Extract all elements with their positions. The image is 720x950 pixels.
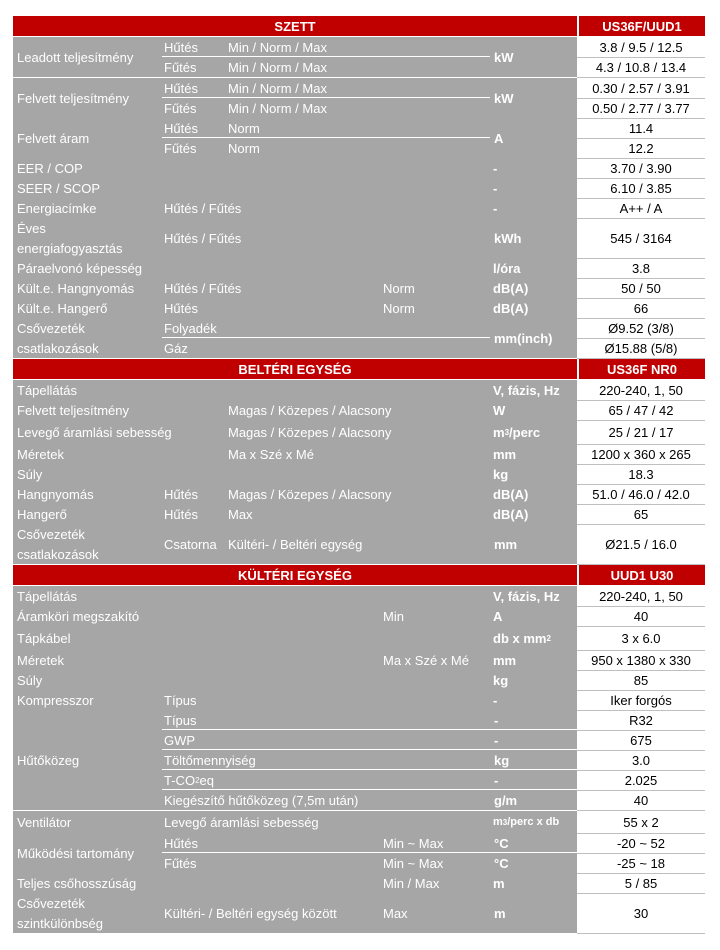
unit: mm (490, 650, 577, 670)
value-gridline (577, 444, 705, 445)
value: R32 (577, 710, 705, 730)
value-gridline (577, 730, 705, 731)
condition: Min ~ Max (383, 855, 444, 871)
unit: - (494, 772, 499, 788)
unit: - (490, 198, 577, 218)
value-gridline (577, 873, 705, 874)
condition: Norm (383, 280, 415, 296)
row-group-mukodesi (13, 833, 577, 873)
unit: kg (490, 464, 577, 484)
row-tapkabel (13, 626, 705, 650)
value: 6.10 / 3.85 (577, 178, 705, 198)
unit: kW (494, 90, 514, 106)
value: Iker forgós (577, 690, 705, 710)
row-label: Felvett áram (17, 130, 90, 146)
condition: Kültéri- / Beltéri egység (228, 536, 363, 552)
section-model: US36F/UUD1 (579, 16, 705, 36)
row-label-line2: szintkülönbség (17, 915, 103, 931)
divider (162, 137, 490, 138)
row-label: Ventilátor (13, 811, 490, 833)
condition: Norm (228, 120, 260, 136)
value: 25 / 21 / 17 (577, 420, 705, 444)
row-tapellatas (13, 586, 705, 606)
unit: kg (490, 670, 577, 690)
unit: mm (490, 444, 577, 464)
value: 5 / 85 (577, 873, 705, 893)
divider (162, 729, 577, 730)
section-header-kulteri (13, 565, 705, 585)
value: 50 / 50 (577, 278, 705, 298)
condition: Ma x Szé x Mé (228, 446, 314, 462)
mode-gaz: Gáz (164, 340, 188, 356)
row-label: SEER / SCOP (13, 178, 490, 198)
value: 0.50 / 2.77 / 3.77 (577, 98, 705, 118)
row-label-line2: csatlakozások (17, 546, 99, 562)
row-label: Tápellátás (13, 380, 490, 400)
divider (162, 852, 577, 853)
mode: GWP (164, 732, 196, 748)
unit: m 3 /perc (490, 420, 577, 444)
value: 11.4 (577, 118, 705, 138)
row-label: Súly (13, 464, 490, 484)
mode: T-CO 2 eq (164, 772, 214, 788)
unit: mm(inch) (494, 330, 553, 346)
row-megszakito (13, 606, 705, 626)
unit: - (490, 158, 577, 178)
value-gridline (577, 77, 705, 78)
row-label: Kült.e. Hangerő (13, 298, 490, 318)
row-hangero (13, 504, 705, 524)
mode-folyadek: Folyadék (164, 320, 217, 336)
value: 65 (577, 504, 705, 524)
condition: Norm (383, 300, 415, 316)
value-gridline (577, 278, 705, 279)
value-gridline (577, 98, 705, 99)
section-model: UUD1 U30 (579, 565, 705, 585)
unit: dB(A) (490, 484, 577, 504)
unit: kWh (494, 230, 522, 246)
mode-hutes: Hűtés (164, 835, 198, 851)
row-label: Méretek (13, 444, 490, 464)
unit: - (494, 732, 499, 748)
divider (162, 56, 490, 57)
value: 2.025 (577, 770, 705, 790)
value-gridline (577, 690, 705, 691)
row-meretek (13, 650, 705, 670)
value: 3 x 6.0 (577, 626, 705, 650)
value-gridline (577, 258, 705, 259)
section-header-szett (13, 16, 705, 36)
value: A++ / A (577, 198, 705, 218)
value: 40 (577, 606, 705, 626)
divider (162, 337, 490, 338)
mode-hutes: Hűtés (164, 120, 198, 136)
row-label: Kült.e. Hangnyomás (13, 278, 490, 298)
unit: dB(A) (490, 278, 577, 298)
row-label: Hangerő (13, 504, 490, 524)
mode-futes: Fűtés (164, 140, 197, 156)
value-gridline (577, 564, 705, 565)
row-label: Felvett teljesítmény (17, 90, 129, 106)
value-gridline (577, 420, 705, 421)
unit: g/m (494, 792, 518, 808)
value: 545 / 3164 (577, 218, 705, 258)
value: 30 (577, 893, 705, 933)
condition: Norm (228, 140, 260, 156)
mode: Kültéri- / Beltéri egység között (164, 905, 337, 921)
row-label-line2: energiafogyasztás (17, 240, 123, 256)
value: 18.3 (577, 464, 705, 484)
value-gridline (577, 650, 705, 651)
value-gridline (577, 158, 705, 159)
row-csohosszusag (13, 873, 705, 893)
value: 66 (577, 298, 705, 318)
value: 85 (577, 670, 705, 690)
divider (162, 789, 577, 790)
row-label: EER / COP (13, 158, 490, 178)
value-gridline (577, 218, 705, 219)
value: 675 (577, 730, 705, 750)
value: 3.70 / 3.90 (577, 158, 705, 178)
row-group-felvett (13, 78, 577, 118)
unit: V, fázis, Hz (490, 586, 577, 606)
row-label: Méretek (13, 650, 490, 670)
condition: Min (383, 608, 404, 624)
unit: m (494, 905, 506, 921)
mode: Hűtés / Fűtés (164, 200, 242, 216)
value: 0.30 / 2.57 / 3.91 (577, 78, 705, 98)
row-eer-cop (13, 158, 705, 178)
row-label-line1: Csővezeték (17, 320, 85, 336)
mode: Kiegészítő hűtőközeg (7,5m után) (164, 792, 359, 808)
condition: Min / Max (383, 875, 440, 891)
mode: Levegő áramlási sebesség (164, 814, 319, 830)
divider (162, 769, 577, 770)
row-kulte-hangero (13, 298, 705, 318)
row-group-csovezetek (13, 318, 577, 358)
row-label: Levegő áramlási sebesség (13, 420, 490, 444)
unit: A (494, 130, 504, 146)
unit: W (490, 400, 577, 420)
value-gridline (577, 810, 705, 811)
value-gridline (577, 138, 705, 139)
mode: Típus (164, 712, 197, 728)
value-gridline (577, 770, 705, 771)
condition: Min ~ Max (383, 835, 444, 851)
value-gridline (577, 750, 705, 751)
mode-futes: Fűtés (164, 100, 197, 116)
value-gridline (577, 118, 705, 119)
value: -20 ~ 52 (577, 833, 705, 853)
condition: Min / Norm / Max (228, 59, 327, 75)
unit: - (490, 178, 577, 198)
row-label-line2: csatlakozások (17, 340, 99, 356)
value: 40 (577, 790, 705, 810)
value-gridline (577, 298, 705, 299)
unit: kW (494, 49, 514, 65)
condition: Magas / Közepes / Alacsony (228, 424, 392, 440)
unit: m (490, 873, 577, 893)
unit: mm (494, 536, 518, 552)
row-label: Felvett teljesítmény (13, 400, 490, 420)
row-eves-energiafogyasztas (13, 218, 577, 258)
mode: Hűtés (164, 300, 198, 316)
value: 51.0 / 46.0 / 42.0 (577, 484, 705, 504)
row-label: Leadott teljesítmény (17, 49, 134, 65)
unit: db x mm 2 (490, 626, 577, 650)
mode-futes: Fűtés (164, 855, 197, 871)
unit: kg (494, 752, 510, 768)
row-felvett-teljesitmeny (13, 400, 705, 420)
condition: Min / Norm / Max (228, 100, 327, 116)
mode: Hűtés (164, 486, 198, 502)
value-gridline (577, 524, 705, 525)
row-label: Tápellátás (13, 586, 490, 606)
unit: l/óra (490, 258, 577, 278)
value-gridline (577, 318, 705, 319)
unit: - (494, 712, 499, 728)
value-gridline (577, 400, 705, 401)
value-gridline (577, 893, 705, 894)
row-suly (13, 464, 705, 484)
row-label-line1: Csővezeték (17, 526, 85, 542)
value: Ø15.88 (5/8) (577, 338, 705, 358)
section-title: SZETT (13, 16, 577, 36)
value-gridline (577, 57, 705, 58)
row-label: Áramköri megszakító (13, 606, 490, 626)
value-gridline (577, 670, 705, 671)
row-label: Súly (13, 670, 490, 690)
mode: Típus (164, 692, 197, 708)
mode-futes: Fűtés (164, 59, 197, 75)
value: Ø9.52 (3/8) (577, 318, 705, 338)
value-gridline (577, 710, 705, 711)
row-label-line1: Éves (17, 220, 46, 236)
row-label-line1: Csővezeték (17, 895, 85, 911)
value: 1200 x 360 x 265 (577, 444, 705, 464)
value-gridline (577, 338, 705, 339)
value-gridline (577, 853, 705, 854)
row-meretek (13, 444, 705, 464)
row-suly (13, 670, 705, 690)
mode-hutes: Hűtés (164, 80, 198, 96)
mode: Hűtés / Fűtés (164, 230, 242, 246)
condition: Max (228, 506, 253, 522)
mode: Hűtés / Fűtés (164, 280, 242, 296)
value: Ø21.5 / 16.0 (577, 524, 705, 564)
value-gridline (577, 178, 705, 179)
value: 3.8 (577, 258, 705, 278)
unit: dB(A) (490, 504, 577, 524)
row-energiacimke (13, 198, 705, 218)
value-gridline (577, 464, 705, 465)
row-seer-scop (13, 178, 705, 198)
row-csovezetek-belteri (13, 524, 577, 564)
section-model: US36F NR0 (579, 359, 705, 379)
unit: V, fázis, Hz (490, 380, 577, 400)
mode-hutes: Hűtés (164, 39, 198, 55)
row-group-aram (13, 118, 577, 158)
row-label: Teljes csőhosszúság (13, 873, 490, 893)
row-kulte-hangnyomas (13, 278, 705, 298)
value: 4.3 / 10.8 / 13.4 (577, 57, 705, 77)
unit: m 3 /perc x db (490, 811, 577, 833)
unit: A (490, 606, 577, 626)
condition: Min / Norm / Max (228, 39, 327, 55)
row-label: Működési tartomány (17, 845, 135, 861)
value-gridline (577, 790, 705, 791)
value: 3.8 / 9.5 / 12.5 (577, 37, 705, 57)
row-tapellatas (13, 380, 705, 400)
value: 220-240, 1, 50 (577, 586, 705, 606)
value: 950 x 1380 x 330 (577, 650, 705, 670)
row-levego-aramlas (13, 420, 705, 444)
value: 3.0 (577, 750, 705, 770)
value-gridline (577, 358, 705, 359)
value: 65 / 47 / 42 (577, 400, 705, 420)
section-title: BELTÉRI EGYSÉG (13, 359, 577, 379)
value: 220-240, 1, 50 (577, 380, 705, 400)
divider (162, 749, 577, 750)
value: -25 ~ 18 (577, 853, 705, 873)
value-gridline (577, 484, 705, 485)
condition: Max (383, 905, 408, 921)
value-gridline (577, 198, 705, 199)
row-ventilator (13, 811, 705, 833)
value-gridline (577, 933, 705, 934)
row-label: Energiacímke (13, 198, 490, 218)
value: 12.2 (577, 138, 705, 158)
row-group-leadott (13, 37, 577, 77)
mode: Csatorna (164, 536, 217, 552)
condition: Ma x Szé x Mé (383, 652, 469, 668)
value: 55 x 2 (577, 811, 705, 833)
row-group-hutokozeg (13, 710, 577, 810)
value-gridline (577, 833, 705, 834)
divider (162, 97, 490, 98)
row-hangnyomas (13, 484, 705, 504)
row-szintkulonbseg (13, 893, 577, 933)
row-label: Hangnyomás (13, 484, 490, 504)
unit: dB(A) (490, 298, 577, 318)
condition: Min / Norm / Max (228, 80, 327, 96)
value-gridline (577, 626, 705, 627)
row-kompresszor (13, 690, 705, 710)
unit: °C (494, 835, 509, 851)
value-gridline (577, 504, 705, 505)
section-header-belteri (13, 359, 705, 379)
condition: Magas / Közepes / Alacsony (228, 402, 392, 418)
condition: Magas / Közepes / Alacsony (228, 486, 392, 502)
row-label: Kompresszor (13, 690, 490, 710)
mode: Töltőmennyiség (164, 752, 256, 768)
section-title: KÜLTÉRI EGYSÉG (13, 565, 577, 585)
unit: - (490, 690, 577, 710)
row-label: Tápkábel (13, 626, 490, 650)
row-label: Hűtőközeg (17, 752, 80, 768)
row-label: Páraelvonó képesség (13, 258, 490, 278)
row-paraelvono (13, 258, 705, 278)
value-gridline (577, 606, 705, 607)
mode: Hűtés (164, 506, 198, 522)
unit: °C (494, 855, 509, 871)
